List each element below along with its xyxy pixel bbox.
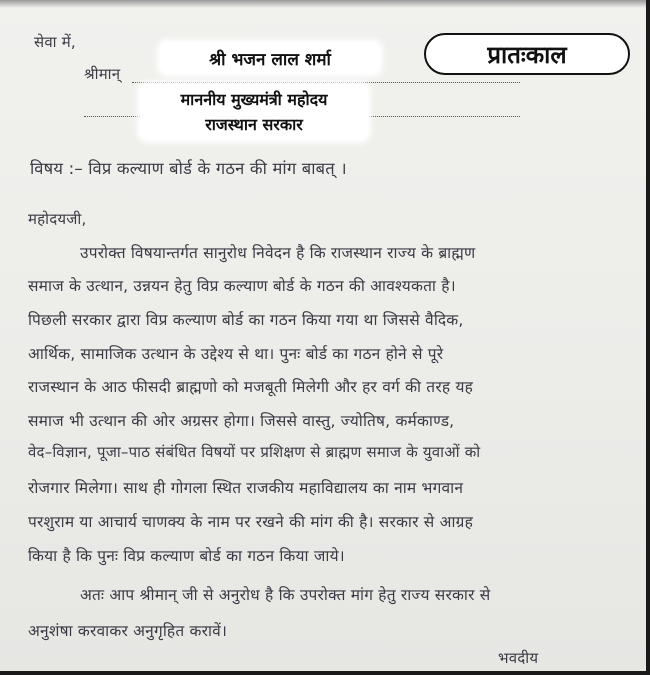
recipient-name-label xyxy=(160,42,380,74)
paragraph-line: वेद–विज्ञान, पूजा–पाठ संबंधित विषयों पर प्रशिक्षण से ब्राह्मण समाज के युवाओं को xyxy=(28,443,481,461)
right-border xyxy=(646,0,650,675)
recipient-title: माननीय मुख्यमंत्री महोदय xyxy=(180,90,328,109)
recipient-org: राजस्थान सरकार xyxy=(205,115,303,134)
paragraph-line: आर्थिक, सामाजिक उत्थान के उद्देश्य से था। पुनः बोर्ड का गठन होने से पूरे xyxy=(28,345,444,363)
closing: भवदीय xyxy=(498,649,539,667)
paragraph-line: अनुशंषा करवाकर अनुगृहित करावें। xyxy=(28,622,228,640)
salutation-to: सेवा में, xyxy=(34,33,76,51)
logo-text: प्रातःकाल xyxy=(487,40,567,69)
pratahkal-logo xyxy=(424,33,630,75)
paragraph-line: अतः आप श्रीमान् जी से अनुरोध है कि उपरोक्त मांग हेतु राज्य सरकार से xyxy=(80,586,491,604)
top-shadow xyxy=(0,0,650,8)
paragraph-line: उपरोक्त विषयान्तर्गत सानुरोध निवेदन है कि राजस्थान राज्य के ब्राह्मण xyxy=(80,244,476,262)
recipient-title-label xyxy=(140,84,368,140)
paragraph-line: समाज के उत्थान, उन्नयन हेतु विप्र कल्याण बोर्ड के गठन की आवश्यकता है। xyxy=(28,277,456,295)
paragraph-line: किया है कि पुनः विप्र कल्याण बोर्ड का गठन किया जाये। xyxy=(28,547,345,565)
bottom-border xyxy=(0,671,650,675)
recipient-name: श्री भजन लाल शर्मा xyxy=(209,49,331,70)
paragraph-line: राजस्थान के आठ फीसदी ब्राह्मणो को मजबूती मिलेगी और हर वर्ग की तरह यह xyxy=(28,378,474,396)
paragraph-line: रोजगार मिलेगा। साथ ही गोगला स्थित राजकीय महाविद्यालय का नाम भगवान xyxy=(28,479,464,497)
subject-line: विषय :– विप्र कल्याण बोर्ड के गठन की मांग बाबत् । xyxy=(30,159,347,178)
paragraph-line: पिछली सरकार द्वारा विप्र कल्याण बोर्ड का गठन किया गया था जिससे वैदिक, xyxy=(28,311,464,329)
paragraph-line: समाज भी उत्थान की ओर अग्रसर होगा। जिससे वास्तु, ज्योतिष, कर्मकाण्ड, xyxy=(28,412,455,430)
paragraph-line: परशुराम या आचार्य चाणक्य के नाम पर रखने की मांग की है। सरकार से आग्रह xyxy=(28,513,473,531)
address-line-1 xyxy=(132,82,520,83)
greeting: महोदयजी, xyxy=(28,210,87,228)
shriman-label: श्रीमान् xyxy=(84,65,121,83)
